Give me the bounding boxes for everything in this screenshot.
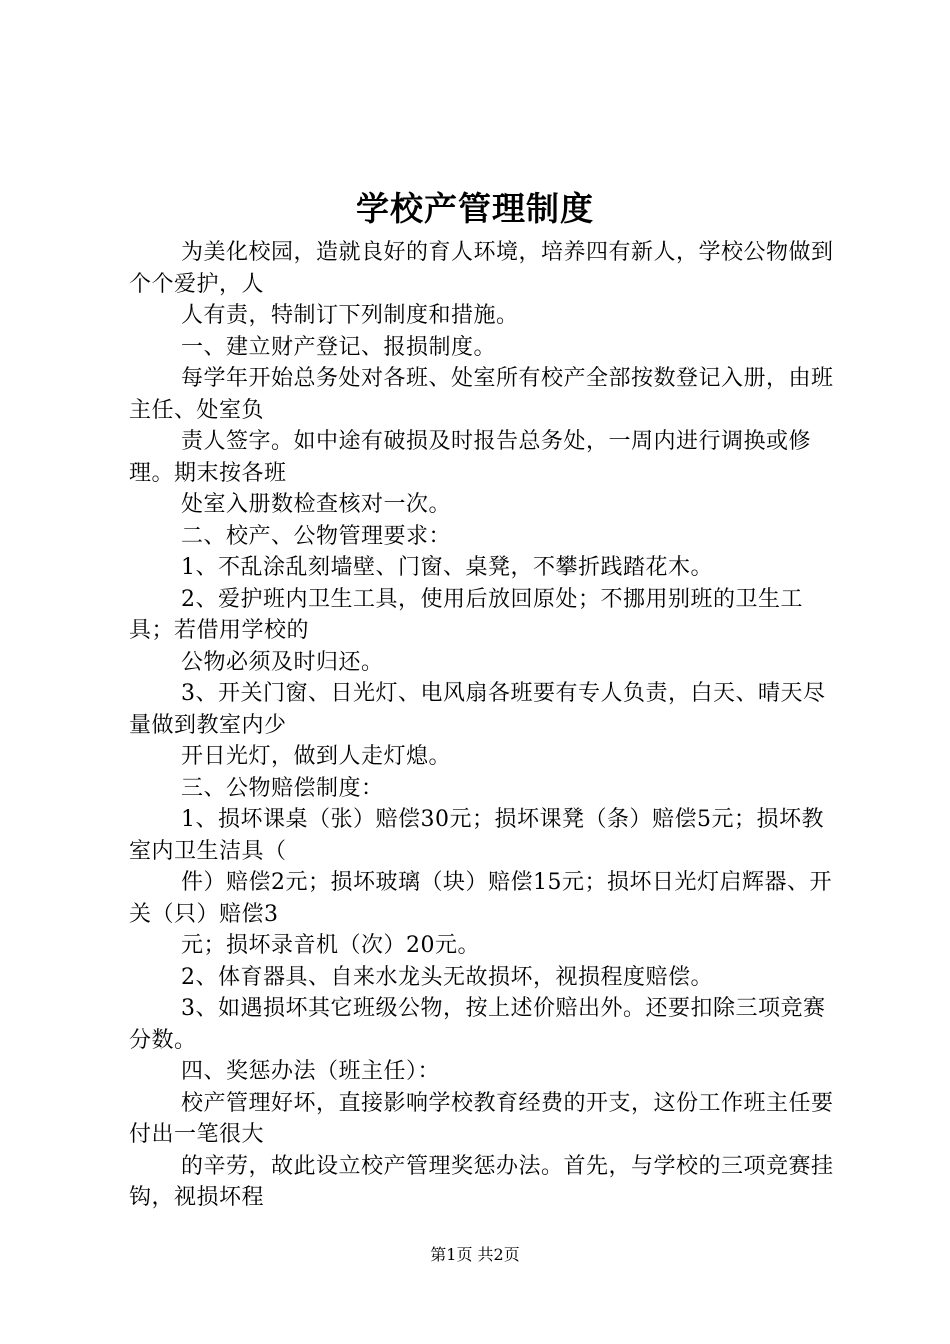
list-item: 1、损坏课桌（张）赔偿30元；损坏课凳（条）赔偿5元；损坏教室内卫生洁具（ [129,807,824,864]
page-footer: 第1页 共2页 [430,1245,520,1264]
paragraph: 元；损坏录音机（次）20元。 [181,933,480,958]
paragraph: 开日光灯，做到人走灯熄。 [181,744,452,769]
paragraph: 公物必须及时归还。 [181,649,384,675]
document-title: 学校产管理制度 [356,189,594,228]
list-item: 2、体育器具、自来水龙头无故损坏，视损程度赔偿。 [181,964,713,990]
section-heading: 三、公物赔偿制度： [181,775,384,801]
section-heading: 二、校产、公物管理要求： [181,523,452,549]
paragraph: 责人签字。如中途有破损及时报告总务处，一周内进行调换或修理。期末按各班 [129,429,812,486]
paragraph: 件）赔偿2元；损坏玻璃（块）赔偿15元；损坏日光灯启辉器、开关（只）赔偿3 [129,870,832,927]
paragraph: 为美化校园，造就良好的育人环境，培养四有新人，学校公物做到个个爱护，人 [129,240,834,297]
list-item: 1、不乱涂乱刻墙壁、门窗、桌凳，不攀折践踏花木。 [181,555,713,580]
paragraph: 校产管理好坏，直接影响学校教育经费的开支，这份工作班主任要付出一笔很大 [129,1090,834,1147]
document-body [129,237,841,1214]
section-heading: 四、奖惩办法（班主任）： [181,1059,441,1084]
paragraph: 的辛劳，故此设立校产管理奖惩办法。首先，与学校的三项竞赛挂钩，视损坏程 [129,1153,834,1210]
list-item: 3、如遇损坏其它班级公物，按上述价赔出外。还要扣除三项竞赛分数。 [129,996,826,1053]
list-item: 3、开关门窗、日光灯、电风扇各班要有专人负责，白天、晴天尽量做到教室内少 [129,681,826,738]
list-item: 2、爱护班内卫生工具，使用后放回原处；不挪用别班的卫生工具；若借用学校的 [129,586,803,643]
paragraph: 处室入册数检查核对一次。 [181,492,452,517]
paragraph: 人有责，特制订下列制度和措施。 [181,303,519,328]
section-heading: 一、建立财产登记、报损制度。 [181,334,497,360]
paragraph: 每学年开始总务处对各班、处室所有校产全部按数登记入册，由班主任、处室负 [129,366,834,423]
